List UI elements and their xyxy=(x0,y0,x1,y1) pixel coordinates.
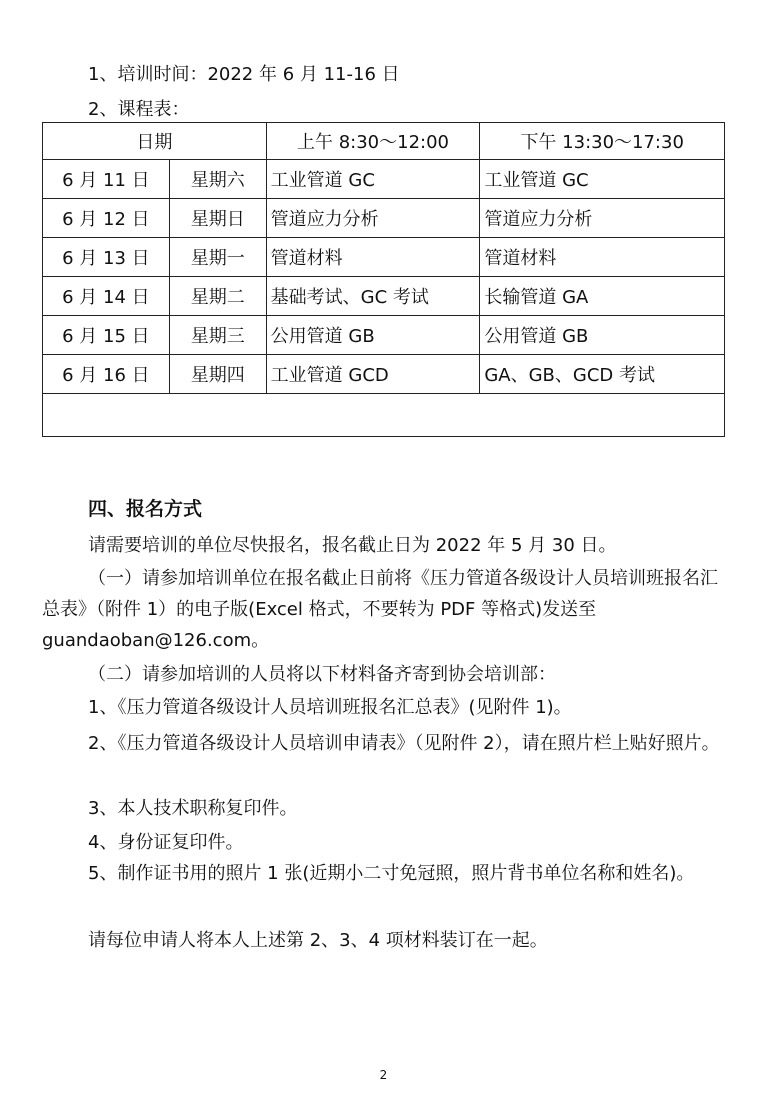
header-afternoon: 下午 13:30～17:30 xyxy=(480,123,725,160)
training-time: 1、培训时间：2022 年 6 月 11-16 日 xyxy=(88,64,400,85)
row-date: 6 月 15 日 xyxy=(43,316,170,355)
row-weekday: 星期二 xyxy=(169,277,266,316)
material-item-4: 4、身份证复印件。 xyxy=(88,832,244,853)
table-row xyxy=(43,277,725,316)
row-date: 6 月 11 日 xyxy=(43,160,170,199)
table-row xyxy=(43,355,725,394)
table-row xyxy=(43,160,725,199)
row-afternoon: 长输管道 GA xyxy=(480,277,725,316)
row-weekday: 星期六 xyxy=(169,160,266,199)
material-item-2: 2、《压力管道各级设计人员培训申请表》（见附件 2），请在照片栏上贴好照片。 xyxy=(88,733,720,754)
row-date: 6 月 16 日 xyxy=(43,355,170,394)
row-morning: 工业管道 GCD xyxy=(266,355,480,394)
schedule-label: 2、课程表： xyxy=(88,99,190,120)
material-item-3: 3、本人技术职称复印件。 xyxy=(88,798,298,819)
row-date: 6 月 13 日 xyxy=(43,238,170,277)
row-morning: 工业管道 GC xyxy=(266,160,480,199)
page-number: 2 xyxy=(379,1068,388,1082)
row-morning: 管道材料 xyxy=(266,238,480,277)
table-row xyxy=(43,316,725,355)
table-row xyxy=(43,238,725,277)
row-afternoon: 工业管道 GC xyxy=(480,160,725,199)
schedule-table xyxy=(42,122,725,437)
empty-cell xyxy=(43,394,725,437)
row-weekday: 星期一 xyxy=(169,238,266,277)
table-row xyxy=(43,199,725,238)
header-date: 日期 xyxy=(43,123,267,160)
row-weekday: 星期日 xyxy=(169,199,266,238)
materials-intro: （二）请参加培训的人员将以下材料备齐寄到协会培训部： xyxy=(88,664,556,685)
electronic-submission: （一）请参加培训单位在报名截止日前将《压力管道各级设计人员培训班报名汇总表》（附件 1）的电子版(Excel 格式，不要转为 PDF 等格式)发送至 guandaoban@126.com。 xyxy=(42,568,718,651)
row-morning: 管道应力分析 xyxy=(266,199,480,238)
row-morning: 基础考试、GC 考试 xyxy=(266,277,480,316)
row-weekday: 星期三 xyxy=(169,316,266,355)
row-weekday: 星期四 xyxy=(169,355,266,394)
row-date: 6 月 12 日 xyxy=(43,199,170,238)
registration-deadline: 请需要培训的单位尽快报名，报名截止日为 2022 年 5 月 30 日。 xyxy=(88,535,617,556)
binding-instruction: 请每位申请人将本人上述第 2、3、4 项材料装订在一起。 xyxy=(88,930,548,951)
row-afternoon: 管道材料 xyxy=(480,238,725,277)
header-morning: 上午 8:30～12:00 xyxy=(266,123,480,160)
row-afternoon: 公用管道 GB xyxy=(480,316,725,355)
material-item-5: 5、制作证书用的照片 1 张(近期小二寸免冠照，照片背书单位名称和姓名)。 xyxy=(88,863,695,884)
row-afternoon: GA、GB、GCD 考试 xyxy=(480,355,725,394)
table-header-row xyxy=(43,123,725,160)
section-heading: 四、报名方式 xyxy=(88,498,203,520)
row-date: 6 月 14 日 xyxy=(43,277,170,316)
material-item-1: 1、《压力管道各级设计人员培训班报名汇总表》(见附件 1)。 xyxy=(88,697,572,718)
row-afternoon: 管道应力分析 xyxy=(480,199,725,238)
table-empty-row xyxy=(43,394,725,437)
row-morning: 公用管道 GB xyxy=(266,316,480,355)
